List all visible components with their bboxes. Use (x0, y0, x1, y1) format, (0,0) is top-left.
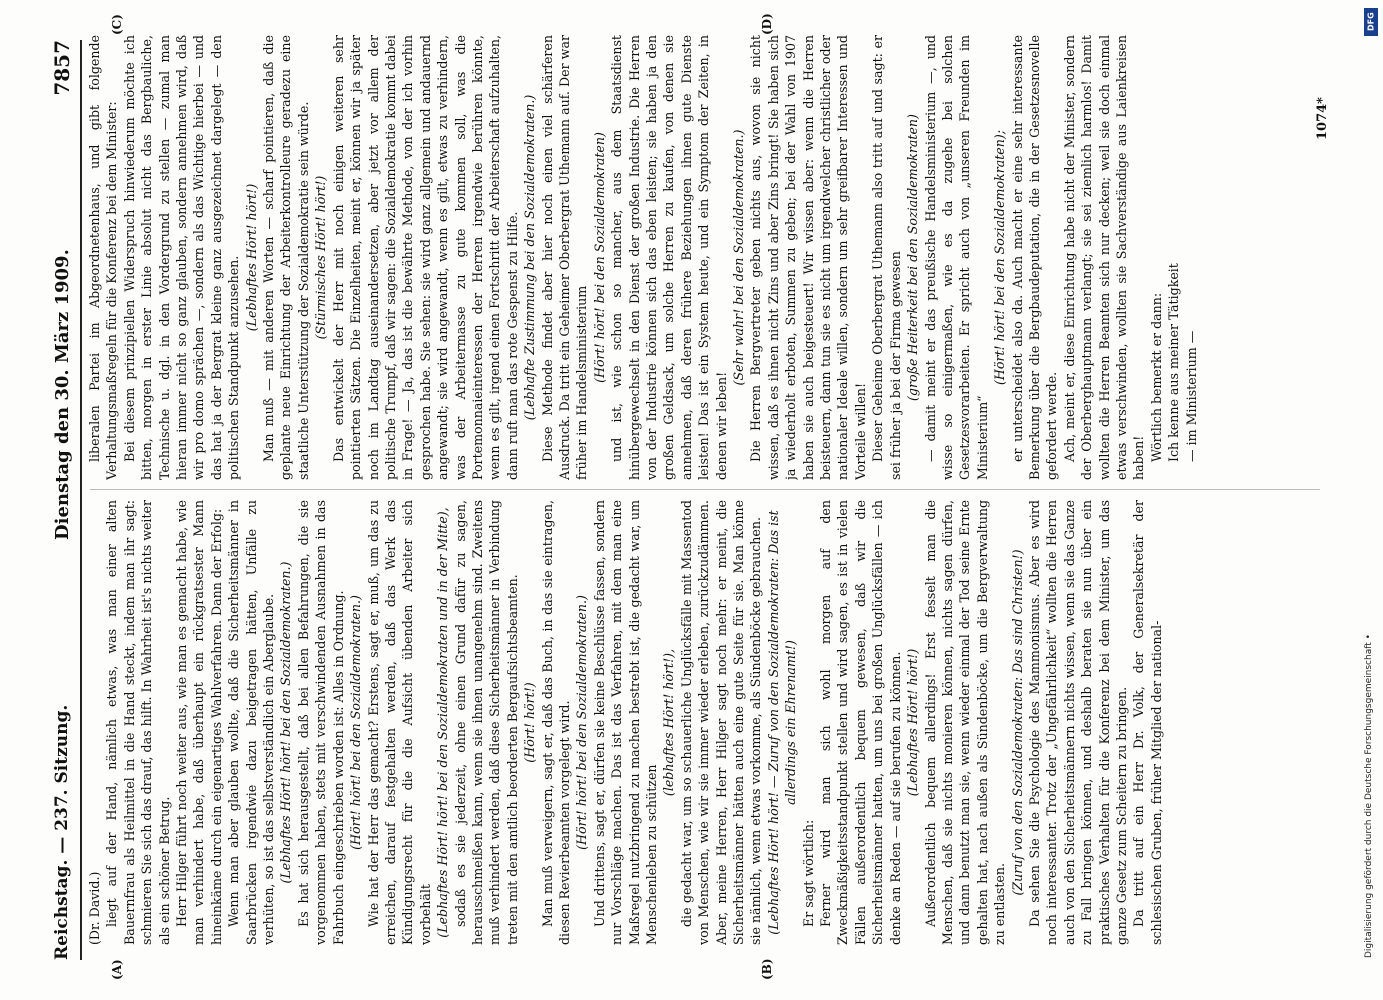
paragraph: (Lebhaftes Hört! hört! bei den Sozialdemokraten und in der Mitte), (435, 507, 451, 938)
margin-mark-c: (C) (110, 14, 124, 35)
paragraph: Er sagt wörtlich: (800, 819, 816, 927)
paragraph: Da tritt auf ein Herr Dr. Volk, der Generalsekretär der schlesischen Gruben, früher Mitglied der national- (1131, 500, 1164, 945)
paragraph: Da sehen Sie die Psychologie des Mammonismus. Aber es wird noch interessanter. Trotz der „Ungefährlichkeit“ wollten die Herren auch von den Sicherheitsmännern nichts wissen, wenn sie das Ganze zu Fall bringen können, und deshalb beraten sie nun über ein praktisches Verhalten für die Konferenz bei dem Minister, um das ganze Gesetz zum Scheitern zu bringen. (1026, 500, 1129, 945)
footer-mark: 1074* (1315, 97, 1330, 140)
paragraph: (Zuruf von den Sozialdemokraten: Das sind Christen!) (1009, 549, 1025, 896)
paragraph: (Lebhaftes Hört! hört! — Zuruf von den Sozialdemokraten: Das ist allerdings ein Ehrenamt!) (765, 510, 799, 935)
paragraph: (Hört! hört! bei den Sozialdemokraten) (591, 132, 607, 383)
paragraph: sodaß es sie jederzeit, ohne einen Grund dafür zu sagen, herausschmeißen kann, wenn sie ihnen unangenehm sind. Zweitens muß verhindert werden, daß diese Sicherheitsmänner in Verbindung treten mit den amtlich beorderten Bergaufsichtsbeamten. (452, 500, 520, 945)
paragraph: Das entwickelt der Herr mit noch einigen weiteren sehr pointierten Sätzen. Die Einzelheiten, meint er, können wir ja später noch im Landtag auseinandersetzen, aber jetzt vor allem der politische Trumpf, daß wir sagen: die Sozialdemokratie kommt dabei in Frage! — Ja, das ist die bewährte Methode, von der ich vorhin gesprochen habe. Sie sehen: sie wird ganz allgemein und andauernd angewandt; sie wird angewandt, wenn es gilt, etwas zu verhindern, was der Arbeitermasse zu gute kommen soll, was die Portemonnaieinteressen der Herren irgendwie berühren könnte, wenn es gilt, irgend einen Fortschritt der Arbeiterschaft aufzuhalten, dann ruft man das rote Gespenst zu Hilfe. (330, 35, 520, 480)
margin-mark-d: (D) (760, 13, 774, 35)
paragraph: liberalen Partei im Abgeordnetenhaus, und gibt folgende Verhaltungsmaßregeln für die Konferenz bei dem Minister: (87, 35, 120, 480)
paragraph: (Hört! hört! bei den Sozialdemokraten); (992, 129, 1008, 386)
header-rule (80, 40, 82, 960)
column-divider (90, 489, 1320, 490)
margin-mark-a: (A) (110, 959, 124, 980)
paragraph: Und drittens, sagt er, dürfen sie keine Beschlüsse fassen, sondern nur Vorschläge machen. Das ist das Verfahren, mit dem man eine Maßregel nutzbringend zu machen bestrebt ist, die gedacht war, um Menschenleben zu schützen (591, 500, 659, 945)
column-left-body (103, 500, 1165, 945)
paragraph: (Hört! hört!) (522, 682, 538, 763)
digitization-note (1360, 8, 1378, 998)
paragraph: Ach, meint er, diese Einrichtung habe nicht der Minister, sondern der Oberberghauptmann verlangt; sie sei ziemlich harmlos! Damit wollten die Herren Beamten sich nur decken; weil sie doch einmal etwas verschwinden, wollten sie Sachverständige aus Laienkreisen haben! (1061, 35, 1147, 480)
paragraph: Wörtlich bemerkt er dann: (1148, 292, 1164, 462)
column-right-body (86, 35, 1200, 480)
paragraph: Dieser Geheime Oberbergrat Uthemann also tritt auf und sagt: er sei früher ja bei der Firma gewesen (870, 35, 903, 480)
paragraph: Man muß verweigern, sagt er, daß das Buch, in das sie eintragen, diesen Revierbeamten vorgelegt wird. (539, 500, 572, 945)
column-left (86, 500, 1326, 945)
paragraph: (Sehr wahr! bei den Sozialdemokraten.) (731, 129, 747, 386)
paragraph: (Lebhafte Zustimmung bei den Sozialdemokraten.) (522, 94, 538, 421)
paragraph: er unterscheidet also da. Auch macht er eine sehr interessante Bemerkung über die Bergbaudeputation, die in der Gesetzesnovelle gefordert werde. (1009, 35, 1060, 480)
paragraph: Die Herren Bergvertreter geben nichts aus, wovon sie nicht wissen, daß es ihnen nicht Zins und aber Zins bringt! Sie haben sich ja wiederholt erboten, Summen zu geben; bei der Wahl von 1907 haben sie auch beigesteuert! Wir wissen aber: wenn die Herren beisteuern, dann tun sie es nicht um irgendwelcher christlicher oder nationaler Ideale willen, sondern um sehr greifbarer Interessen und Vorteile willen! (748, 35, 868, 480)
column-right (86, 35, 1326, 480)
paragraph: (Lebhaftes Hört! hört!) (905, 648, 921, 797)
header-session: Reichstag. — 237. Sitzung. (52, 704, 72, 960)
paragraph: Ferner wird man sich wohl morgen auf den Zweckmäßigkeitsstandpunkt stellen und wird sagen, es ist in vielen Fällen außerordentlich bequem gewesen, daß wir die Sicherheitsmänner hatten, um uns bei großen Unglücksfällen — ich denke an Reden — auf sie berufen zu können. (818, 500, 903, 945)
paragraph: — im Ministerium — (1183, 330, 1199, 462)
paragraph: die gedacht war, um so schauerliche Unglücksfälle mit Massentod von Menschen, wie wir sie immer wieder erleben, zurückzudämmen. Aber, meine Herren, Herr Hilger sagt noch mehr: er meint, die Sicherheitsmänner hätten auch eine gute Seite für sie. Man könne sie nämlich, wenn etwas vorkomme, als Sündenböcke gebrauchen. (678, 500, 764, 945)
margin-mark-b: (B) (760, 958, 774, 980)
paragraph: (Stürmisches Hört! hört!) (313, 175, 329, 340)
page-number: 7857 (50, 40, 74, 96)
paragraph: Herr Hilger führt noch weiter aus, wie man es gemacht habe, wie man verhindert habe, daß überhaupt ein rückgratsester Mann hineinkäme durch ein eigenartiges Wahlverfahren. Dann der Erfolg: (174, 500, 224, 945)
paragraph: Wenn man aber glauben wollte, daß die Sicherheitsmänner in Saarbrücken irgendwie dazu beigetragen hätten, Unfälle zu verhüten, so ist das selbstverständlich ein Aberglaube. (226, 500, 277, 945)
paragraph: und ist, wie schon so mancher, aus dem Staatsdienst hinübergewechselt in den Dienst der großen Industrie. Die Herren von der Industrie können sich das eben leisten; sie haben ja den großen Geldsack, um solche Herren zu kaufen, von denen sie annehmen, daß deren frühere Beziehungen ihnen gute Dienste leisten! Das ist ein System heute, und ein Symptom der Zeiten, in denen wir leben! (609, 35, 729, 480)
paragraph: Es hat sich herausgestellt, daß bei allen Befahrungen, die sie vorgenommen haben, stets mit verschwindenden Ausnahmen in das Fahrbuch eingeschrieben worden ist: Alles in Ordnung. (295, 500, 346, 945)
header-date: Dienstag den 30. März 1909. (52, 249, 73, 540)
paragraph: Diese Methode findet aber hier noch einen viel schärferen Ausdruck. Da tritt ein Geheimer Oberbergrat Uthemann auf. Der war früher im Handelsministerium (539, 35, 590, 480)
paragraph: (Hört! hört! bei den Sozialdemokraten.) (348, 595, 364, 850)
paragraph: (Lebhaftes Hört! hört! bei den Sozialdemokraten.) (278, 561, 294, 884)
speaker-label: (Dr. David.) (87, 871, 102, 945)
digitization-note-text: Digitalisierung gefördert durch die Deutsche Forschungsgemeinschaft • (1364, 634, 1374, 958)
paragraph: (lebhaftes Hört! hört!), (661, 648, 677, 797)
paragraph: liegt auf der Hand, nämlich etwas, was man einer alten Bauernfrau als Heilmittel in die Hand steckt, indem man ihr sagt: schmieren Sie sich das drauf, das hilft. In Wahrheit ist's nichts weiter als ein schöner Betrug. (104, 500, 172, 945)
paragraph: Ich kenne aus meiner Tätigkeit (1166, 263, 1182, 462)
paragraph: Wie hat der Herr das gemacht? Erstens, sagt er, muß, um das zu erreichen, darauf festgehalten werden, daß das Werk das Kündigungsrecht für die die Aufsicht übenden Arbeiter sich vorbehält (365, 500, 433, 945)
paragraph: Außerordentlich bequem allerdings! Erst fesselt man die Menschen, daß sie nichts monieren können, nichts sagen dürfen, und dann benutzt man sie, wenn wieder einmal der Tod seine Ernte gehalten hat, nach außen als Sündenböcke, um die Bergverwaltung zu entlasten. (922, 500, 1008, 945)
paragraph: — damit meint er das preußische Handelsministerium —, und wisse so einigermaßen, wie es da zugehe bei solchen Gesetzesvorarbeiten. Er spricht auch von „unseren Freunden im Ministerium“ (922, 35, 990, 480)
paragraph: (Lebhaftes Hört! hört!) (243, 183, 259, 332)
page-header (50, 40, 78, 960)
paragraph: Bei diesem prinzipiellen Widerspruch hinwiederum möchte ich bitten, morgen in erster Linie absolut nicht das Bergbauliche, Technische u. dgl. in den Vordergrund zu stellen — zumal man hieran immer nicht so ganz glauben, sondern annehmen wird, daß wir pro domo sprächen —, sondern als das Wichtige hierbei — und das hat ja der Bergrat kleine ganz ausgezeichnet dargelegt — den politischen Standpunkt anzusehen. (121, 35, 242, 480)
paragraph: (Hört! hört! bei den Sozialdemokraten.) (574, 595, 590, 850)
dfg-logo: DFG (1364, 8, 1378, 36)
paragraph: (große Heiterkeit bei den Sozialdemokraten) (905, 114, 921, 401)
paragraph: Man muß — mit anderen Worten — scharf pointieren, daß die geplante neue Einrichtung der Arbeiterkontrolleure geradezu eine staatliche Unterstützung der Sozialdemokratie sein würde. (261, 35, 311, 480)
